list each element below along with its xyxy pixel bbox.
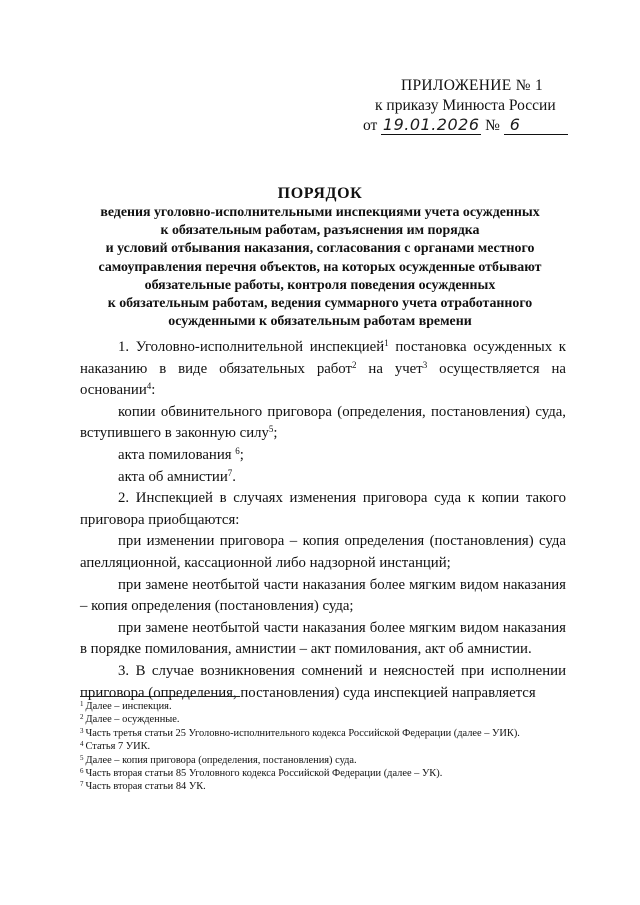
footnote-text: Далее – копия приговора (определения, постановления) суда. bbox=[85, 754, 357, 766]
footnote bbox=[80, 767, 580, 780]
subtitle-line: к обязательным работам, разъяснения им порядка bbox=[160, 223, 480, 239]
paragraph-2-item: при замене неотбытой части наказания более мягким видом наказания в порядке помилования, амнистии – акт помилования, акт об амнистии. bbox=[80, 619, 566, 658]
footnote-number: 6 bbox=[80, 767, 84, 776]
subtitle-line: осужденными к обязательным работам времени bbox=[168, 314, 472, 330]
order-date-field bbox=[381, 116, 481, 135]
appendix-header bbox=[363, 76, 613, 136]
footnote-ref: 3 bbox=[422, 359, 428, 370]
footnote-text: Часть третья статьи 25 Уголовно-исполнительного кодекса Российской Федерации (далее – УИК). bbox=[85, 727, 520, 739]
footnote bbox=[80, 780, 580, 793]
footnotes bbox=[80, 700, 580, 794]
item-end: ; bbox=[239, 446, 244, 463]
footnote-number: 7 bbox=[80, 780, 84, 789]
footnote-ref: 1 bbox=[384, 338, 389, 348]
footnote bbox=[80, 754, 580, 767]
handwritten-date: 19.01.2026 bbox=[382, 115, 480, 134]
paragraph-1 bbox=[80, 337, 566, 402]
subtitle-line: к обязательным работам, ведения суммарного учета отработанного bbox=[107, 296, 533, 312]
document-title: ПОРЯДОК bbox=[277, 185, 363, 202]
number-label: № bbox=[485, 117, 500, 134]
footnote-ref: 4 bbox=[146, 381, 152, 392]
footnote-text: Далее – осужденные. bbox=[85, 714, 180, 726]
paragraph-3: 3. В случае возникновения сомнений и неясностей при исполнении приговора (определения, постановления) суда инспекцией направляется bbox=[80, 662, 566, 701]
footnote-number: 4 bbox=[80, 740, 84, 749]
footnote-number: 5 bbox=[80, 753, 84, 762]
footnote bbox=[80, 700, 580, 713]
from-label: от bbox=[363, 117, 378, 134]
paragraph-1-item bbox=[80, 467, 566, 489]
paragraph-1-item bbox=[80, 445, 566, 467]
p1-text-e: : bbox=[151, 382, 156, 399]
paragraph-2-item: при замене неотбытой части наказания более мягким видом наказания – копия определения (постановления) суда; bbox=[80, 576, 566, 615]
paragraph-1-item bbox=[80, 402, 566, 445]
appendix-title: ПРИЛОЖЕНИЕ № 1 bbox=[401, 77, 544, 94]
footnote-ref: 5 bbox=[268, 424, 274, 435]
footnote-separator bbox=[80, 696, 240, 697]
footnote bbox=[80, 740, 580, 753]
handwritten-number: 6 bbox=[509, 115, 521, 134]
subtitle-line: самоуправления перечня объектов, на которых осужденные отбывают bbox=[98, 259, 542, 275]
subtitle-line: обязательные работы, контроля поведения осужденных bbox=[144, 277, 496, 293]
subtitle-line: и условий отбывания наказания, согласования с органами местного bbox=[105, 241, 535, 257]
item-text: копии обвинительного приговора (определения, постановления) суда, вступившего в законную силу bbox=[80, 403, 566, 442]
footnote-ref: 7 bbox=[227, 467, 233, 478]
footnote-number: 1 bbox=[80, 700, 84, 708]
footnote-number: 3 bbox=[80, 726, 84, 735]
document-subtitle bbox=[60, 204, 580, 331]
p1-text-a: 1. Уголовно-исполнительной инспекцией bbox=[118, 339, 385, 355]
footnote-text: Далее – инспекция. bbox=[85, 701, 172, 712]
order-number-field bbox=[504, 116, 568, 135]
footnote-number: 2 bbox=[80, 713, 84, 722]
footnote-text: Часть вторая статьи 85 Уголовного кодекса Российской Федерации (далее – УК). bbox=[85, 768, 443, 780]
document-body bbox=[80, 337, 566, 704]
p1-text-c: на учет bbox=[356, 360, 423, 377]
appendix-to-order: к приказу Минюста России bbox=[375, 97, 556, 114]
paragraph-2-item: при изменении приговора – копия определения (постановления) суда апелляционной, кассационной либо надзорной инстанций; bbox=[80, 533, 566, 571]
order-date-number-line bbox=[363, 116, 613, 136]
p1-text-b: постановка осужденных к наказанию в виде обязательных работ bbox=[80, 339, 566, 377]
footnote bbox=[80, 727, 580, 740]
item-text: акта об амнистии bbox=[118, 468, 228, 485]
footnote bbox=[80, 713, 580, 726]
footnote-ref: 6 bbox=[235, 445, 240, 456]
item-text: акта помилования bbox=[118, 446, 236, 463]
item-end: . bbox=[232, 468, 236, 485]
item-end: ; bbox=[273, 425, 278, 442]
p1-text-d: осуществляется на основании bbox=[80, 360, 567, 399]
footnote-text: Статья 7 УИК. bbox=[85, 741, 151, 753]
footnote-ref: 2 bbox=[351, 359, 357, 370]
subtitle-line: ведения уголовно-исполнительными инспекциями учета осужденных bbox=[100, 205, 540, 220]
paragraph-2: 2. Инспекцией в случаях изменения приговора суда к копии такого приговора приобщаются: bbox=[80, 490, 566, 528]
footnote-text: Часть вторая статьи 84 УК. bbox=[85, 781, 206, 793]
